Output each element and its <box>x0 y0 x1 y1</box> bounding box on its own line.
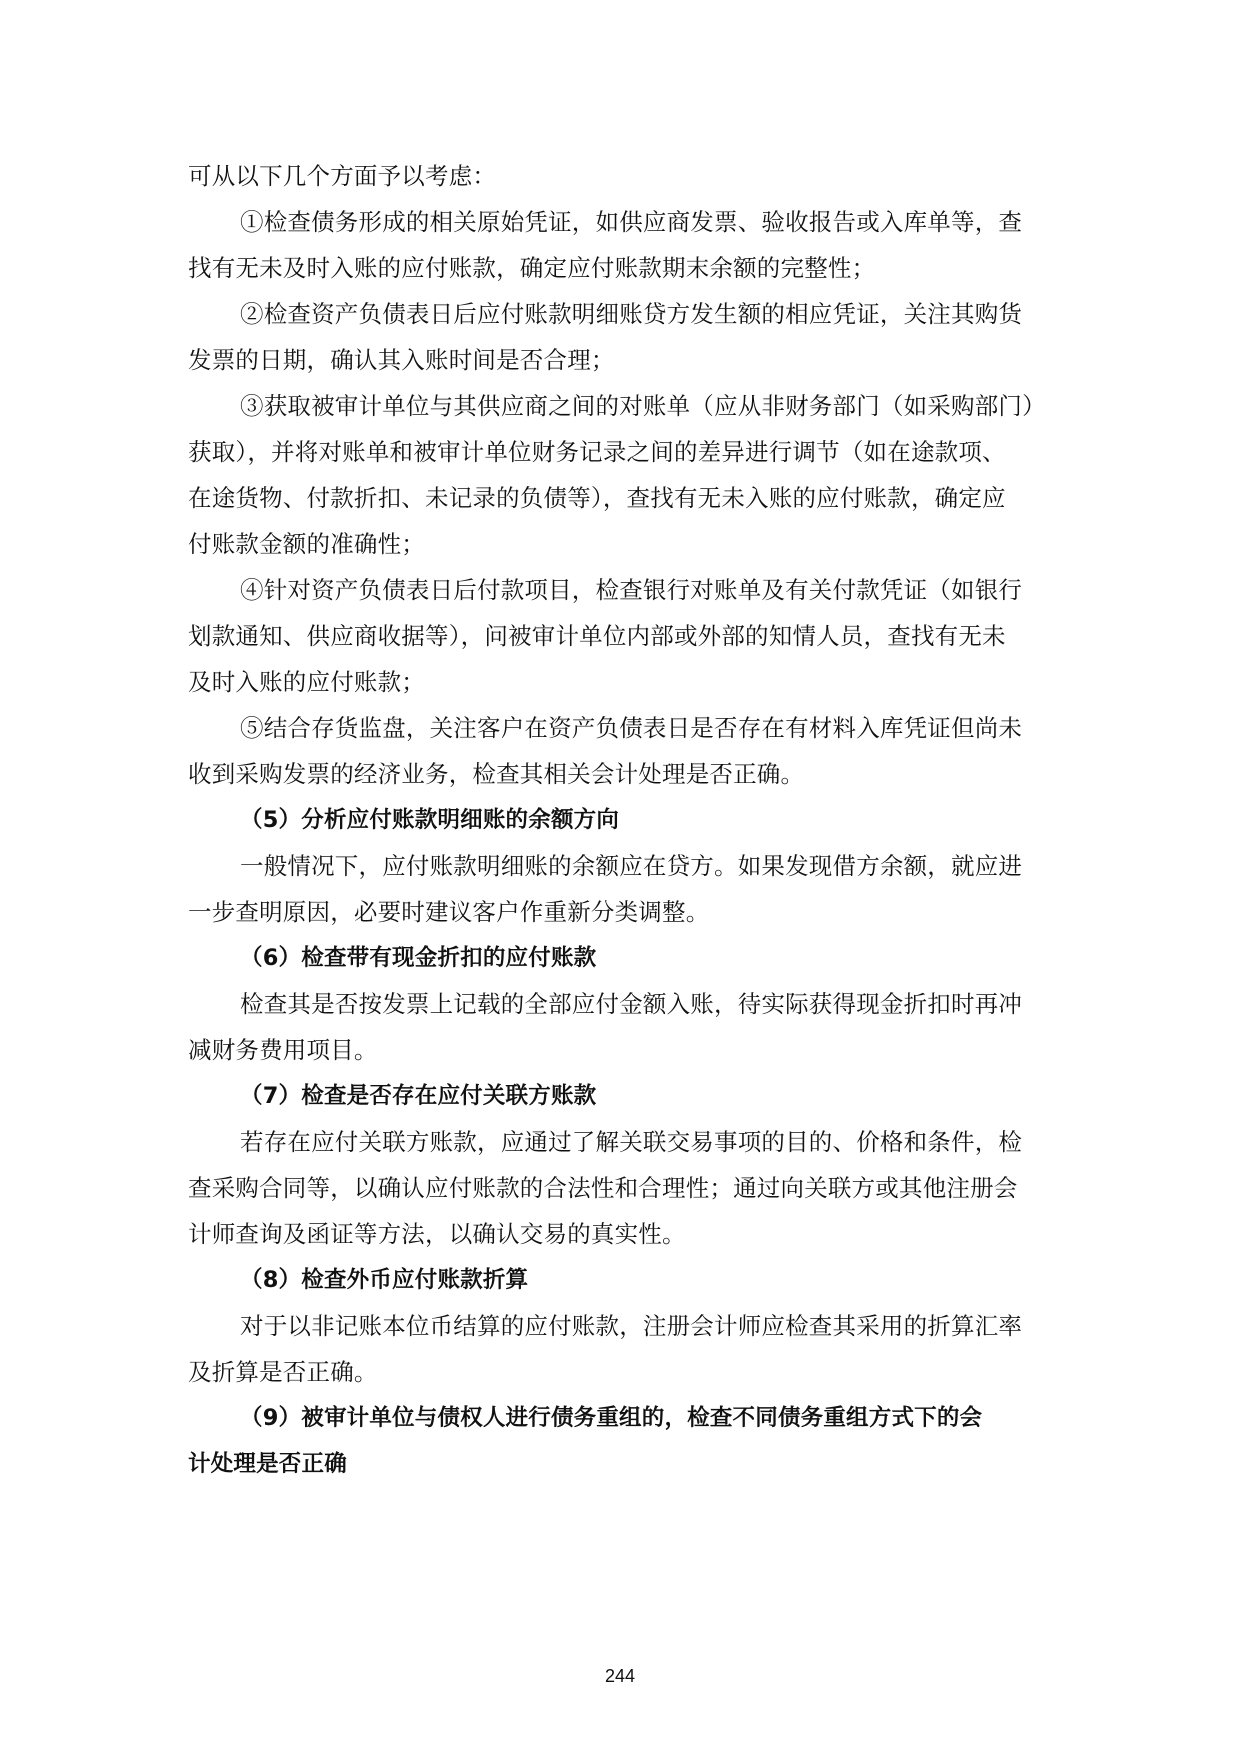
text-line: 查采购合同等，以确认应付账款的合法性和合理性；通过向关联方或其他注册会 <box>188 1174 1018 1202</box>
section-heading: （8）检查外币应付账款折算 <box>240 1267 529 1293</box>
text-line: ③获取被审计单位与其供应商之间的对账单（应从非财务部门（如采购部门） <box>240 392 1046 420</box>
text-line: 划款通知、供应商收据等），问被审计单位内部或外部的知情人员，查找有无未 <box>188 622 1006 650</box>
text-line: 一般情况下，应付账款明细账的余额应在贷方。如果发现借方余额，就应进 <box>240 852 1023 880</box>
section-heading-continued: 计处理是否正确 <box>188 1451 347 1477</box>
text-line: ①检查债务形成的相关原始凭证，如供应商发票、验收报告或入库单等，查 <box>240 208 1023 236</box>
text-line: 及时入账的应付账款； <box>188 668 425 696</box>
text-line: 可从以下几个方面予以考虑： <box>188 162 497 190</box>
section-heading: （5）分析应付账款明细账的余额方向 <box>240 807 620 833</box>
section-heading: （6）检查带有现金折扣的应付账款 <box>240 945 597 971</box>
page-number: 244 <box>604 1666 636 1686</box>
text-line: 若存在应付关联方账款，应通过了解关联交易事项的目的、价格和条件，检 <box>240 1128 1023 1156</box>
text-line: 找有无未及时入账的应付账款，确定应付账款期末余额的完整性； <box>188 254 876 282</box>
section-heading: （9）被审计单位与债权人进行债务重组的，检查不同债务重组方式下的会 <box>240 1405 983 1431</box>
text-line: 付账款金额的准确性； <box>188 530 425 558</box>
text-line: 获取），并将对账单和被审计单位财务记录之间的差异进行调节（如在途款项、 <box>188 438 1006 466</box>
text-line: 检查其是否按发票上记载的全部应付金额入账，待实际获得现金折扣时再冲 <box>240 990 1023 1018</box>
section-heading: （7）检查是否存在应付关联方账款 <box>240 1083 597 1109</box>
text-line: 在途货物、付款折扣、未记录的负债等），查找有无未入账的应付账款，确定应 <box>188 484 1006 512</box>
text-line: 收到采购发票的经济业务，检查其相关会计处理是否正确。 <box>188 760 805 788</box>
text-line: 计师查询及函证等方法，以确认交易的真实性。 <box>188 1220 686 1248</box>
text-line: ②检查资产负债表日后应付账款明细账贷方发生额的相应凭证，关注其购货 <box>240 300 1023 328</box>
text-line: 及折算是否正确。 <box>188 1358 378 1386</box>
text-line: 发票的日期，确认其入账时间是否合理； <box>188 346 615 374</box>
text-line: ⑤结合存货监盘，关注客户在资产负债表日是否存在有材料入库凭证但尚未 <box>240 714 1023 742</box>
text-line: 一步查明原因，必要时建议客户作重新分类调整。 <box>188 898 710 926</box>
text-line: 减财务费用项目。 <box>188 1036 378 1064</box>
text-line: ④针对资产负债表日后付款项目，检查银行对账单及有关付款凭证（如银行 <box>240 576 1023 604</box>
text-line: 对于以非记账本位币结算的应付账款，注册会计师应检查其采用的折算汇率 <box>240 1312 1023 1340</box>
